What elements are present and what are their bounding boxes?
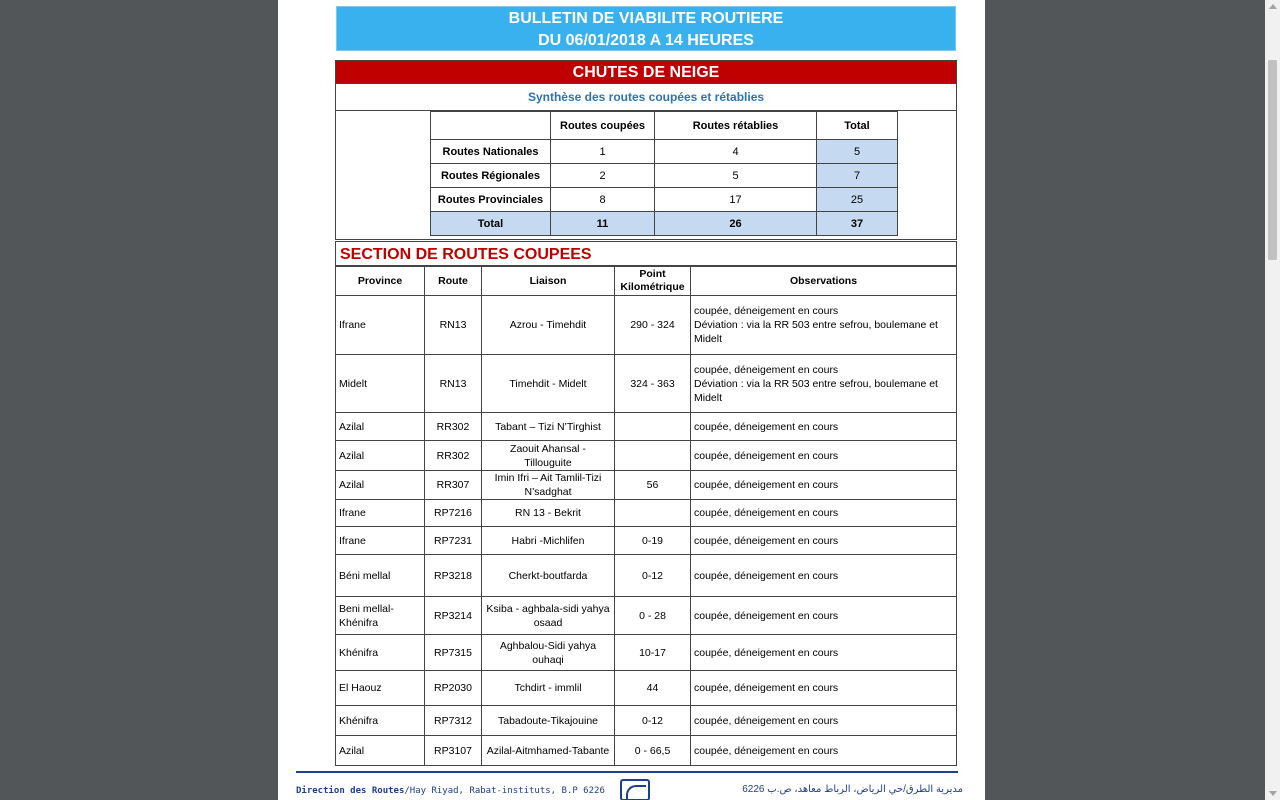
- snow-header: CHUTES DE NEIGE: [335, 60, 957, 84]
- cell-province: Azilal: [336, 441, 425, 471]
- cut-header-liaison: Liaison: [482, 267, 615, 296]
- table-row: [336, 671, 957, 706]
- observation-line: Déviation : via la RR 503 entre sefrou, boulemane et Midelt: [694, 319, 938, 345]
- table-row: [336, 471, 957, 500]
- scroll-up-arrow-icon[interactable]: [1269, 4, 1277, 9]
- cell-observations: [691, 471, 957, 500]
- document-page: [278, 0, 985, 800]
- cell-route: RR302: [425, 413, 482, 441]
- cell-province: Beni mellal-Khénifra: [336, 597, 425, 635]
- observation-line: coupée, déneigement en cours: [694, 569, 839, 582]
- summary-row-label: Routes Provinciales: [431, 188, 551, 212]
- summary-total-cut: 11: [551, 212, 655, 236]
- table-row: [336, 355, 957, 413]
- table-row: [336, 736, 957, 766]
- cell-observations: [691, 527, 957, 555]
- cell-observations: [691, 706, 957, 736]
- cut-header-route: Route: [425, 267, 482, 296]
- cell-observations: [691, 355, 957, 413]
- table-row: [336, 635, 957, 671]
- summary-total: 5: [817, 140, 898, 164]
- cell-observations: [691, 635, 957, 671]
- summary-total-label: Total: [431, 212, 551, 236]
- observation-line: coupée, déneigement en cours: [694, 420, 839, 433]
- cell-liaison: Timehdit - Midelt: [482, 355, 615, 413]
- cell-province: Azilal: [336, 413, 425, 441]
- table-row: [336, 527, 957, 555]
- cell-liaison: Tabant – Tizi N’Tirghist: [482, 413, 615, 441]
- cell-pk: 290 - 324: [615, 296, 691, 355]
- cell-pk: 56: [615, 471, 691, 500]
- table-row: [336, 555, 957, 597]
- observation-line: coupée, déneigement en cours: [694, 646, 839, 659]
- observation-line: coupée, déneigement en cours: [694, 609, 839, 622]
- cell-observations: [691, 597, 957, 635]
- cell-province: Midelt: [336, 355, 425, 413]
- cell-route: RP7231: [425, 527, 482, 555]
- cell-pk: 0 - 66,5: [615, 736, 691, 766]
- observation-line: coupée, déneigement en cours: [694, 507, 839, 519]
- summary-row: [431, 164, 898, 188]
- summary-header-restored: Routes rétablies: [655, 112, 817, 140]
- observation-line: coupée, déneigement en cours: [694, 534, 839, 547]
- cut-roads-table: [335, 266, 957, 766]
- cell-liaison: Tchdirt - immlil: [482, 671, 615, 706]
- table-row: [336, 706, 957, 736]
- cell-pk: 0-12: [615, 706, 691, 736]
- summary-header-cut: Routes coupées: [551, 112, 655, 140]
- table-row: [336, 500, 957, 527]
- cell-province: Azilal: [336, 736, 425, 766]
- cell-observations: [691, 441, 957, 471]
- summary-row: [431, 188, 898, 212]
- cell-province: Béni mellal: [336, 555, 425, 597]
- cell-route: RP7312: [425, 706, 482, 736]
- cell-route: RP2030: [425, 671, 482, 706]
- cell-route: RR307: [425, 471, 482, 500]
- summary-header-total: Total: [817, 112, 898, 140]
- cell-liaison: RN 13 - Bekrit: [482, 500, 615, 527]
- summary-cut: 8: [551, 188, 655, 212]
- observation-line: coupée, déneigement en cours: [694, 479, 839, 491]
- summary-total: 25: [817, 188, 898, 212]
- cell-liaison: Zaouit Ahansal - Tillouguite: [482, 441, 615, 471]
- observation-line: coupée, déneigement en cours: [694, 363, 839, 376]
- cell-liaison: Cherkt-boutfarda: [482, 555, 615, 597]
- banner-date: DU 06/01/2018 A 14 HEURES: [538, 32, 754, 49]
- cell-pk: 0-12: [615, 555, 691, 597]
- cell-province: Azilal: [336, 471, 425, 500]
- footer-address-ar: مديرية الطرق/حي الرياض، الرباط معاهد، ص.ب 6226: [742, 784, 963, 795]
- footer-org: Direction des Routes: [296, 786, 405, 796]
- summary-restored: 17: [655, 188, 817, 212]
- cell-observations: [691, 413, 957, 441]
- cell-observations: [691, 500, 957, 527]
- observation-line: coupée, déneigement en cours: [694, 714, 839, 727]
- observation-line: coupée, déneigement en cours: [694, 449, 839, 462]
- summary-restored: 4: [655, 140, 817, 164]
- cell-route: RN13: [425, 296, 482, 355]
- summary-cut: 1: [551, 140, 655, 164]
- cell-liaison: Azilal-Aitmhamed-Tabante: [482, 736, 615, 766]
- cell-route: RP7315: [425, 635, 482, 671]
- summary-total-row: [431, 212, 898, 236]
- summary-row: [431, 140, 898, 164]
- cell-observations: [691, 736, 957, 766]
- cell-liaison: Ksiba - aghbala-sidi yahya osaad: [482, 597, 615, 635]
- summary-total-restored: 26: [655, 212, 817, 236]
- observation-line: Déviation : via la RR 503 entre sefrou, boulemane et Midelt: [694, 377, 938, 404]
- summary-restored: 5: [655, 164, 817, 188]
- cell-observations: [691, 671, 957, 706]
- cell-pk: 44: [615, 671, 691, 706]
- cell-province: El Haouz: [336, 671, 425, 706]
- summary-cut: 2: [551, 164, 655, 188]
- summary-row-label: Routes Régionales: [431, 164, 551, 188]
- cell-route: RP3214: [425, 597, 482, 635]
- summary-header-empty: [431, 112, 551, 140]
- cell-pk: 0 - 28: [615, 597, 691, 635]
- footer-address: /Hay Riyad, Rabat-instituts, B.P 6226: [404, 786, 605, 796]
- cell-province: Ifrane: [336, 296, 425, 355]
- scrollbar-thumb[interactable]: [1268, 60, 1277, 260]
- cell-province: Ifrane: [336, 500, 425, 527]
- bulletin-banner: [336, 6, 956, 51]
- cell-liaison: Azrou - Timehdit: [482, 296, 615, 355]
- cut-header-province: Province: [336, 267, 425, 296]
- cell-province: Ifrane: [336, 527, 425, 555]
- cell-liaison: Aghbalou-Sidi yahya ouhaqi: [482, 635, 615, 671]
- section-title: SECTION DE ROUTES COUPEES: [335, 241, 957, 266]
- cell-liaison: Habri -Michlifen: [482, 527, 615, 555]
- table-row: [336, 413, 957, 441]
- summary-row-label: Routes Nationales: [431, 140, 551, 164]
- observation-line: coupée, déneigement en cours: [694, 305, 839, 317]
- summary-header-row: [431, 112, 898, 140]
- summary-total-total: 37: [817, 212, 898, 236]
- cell-route: RP7216: [425, 500, 482, 527]
- summary-box: [335, 84, 957, 240]
- cell-liaison: Imin Ifri – Ait Tamlil-Tizi N’sadghat: [482, 471, 615, 500]
- cut-header-observations: Observations: [691, 267, 957, 296]
- cut-header-pk: Point Kilométrique: [615, 267, 691, 296]
- cell-route: RR302: [425, 441, 482, 471]
- ministry-logo-icon: [620, 779, 650, 800]
- footer-address-fr: [296, 786, 605, 796]
- cell-province: Khénifra: [336, 706, 425, 736]
- cell-pk: [615, 500, 691, 527]
- observation-line: coupée, déneigement en cours: [694, 744, 839, 757]
- summary-table: [430, 111, 898, 236]
- table-row: [336, 597, 957, 635]
- cell-province: Khénifra: [336, 635, 425, 671]
- cell-pk: 0-19: [615, 527, 691, 555]
- summary-total: 7: [817, 164, 898, 188]
- banner-title: BULLETIN DE VIABILITE ROUTIERE: [508, 10, 784, 27]
- cell-route: RP3107: [425, 736, 482, 766]
- cut-header-row: [336, 267, 957, 296]
- cell-route: RP3218: [425, 555, 482, 597]
- footer-divider: [296, 771, 958, 773]
- cell-pk: [615, 441, 691, 471]
- scroll-down-arrow-icon[interactable]: [1269, 791, 1277, 796]
- cell-pk: 324 - 363: [615, 355, 691, 413]
- table-row: [336, 296, 957, 355]
- vertical-scrollbar[interactable]: [1265, 0, 1280, 800]
- cell-observations: [691, 296, 957, 355]
- observation-line: coupée, déneigement en cours: [694, 682, 839, 694]
- cell-observations: [691, 555, 957, 597]
- table-row: [336, 441, 957, 471]
- cell-route: RN13: [425, 355, 482, 413]
- cell-pk: [615, 413, 691, 441]
- summary-title: Synthèse des routes coupées et rétablies: [336, 84, 956, 111]
- cell-liaison: Tabadoute-Tikajouine: [482, 706, 615, 736]
- cell-pk: 10-17: [615, 635, 691, 671]
